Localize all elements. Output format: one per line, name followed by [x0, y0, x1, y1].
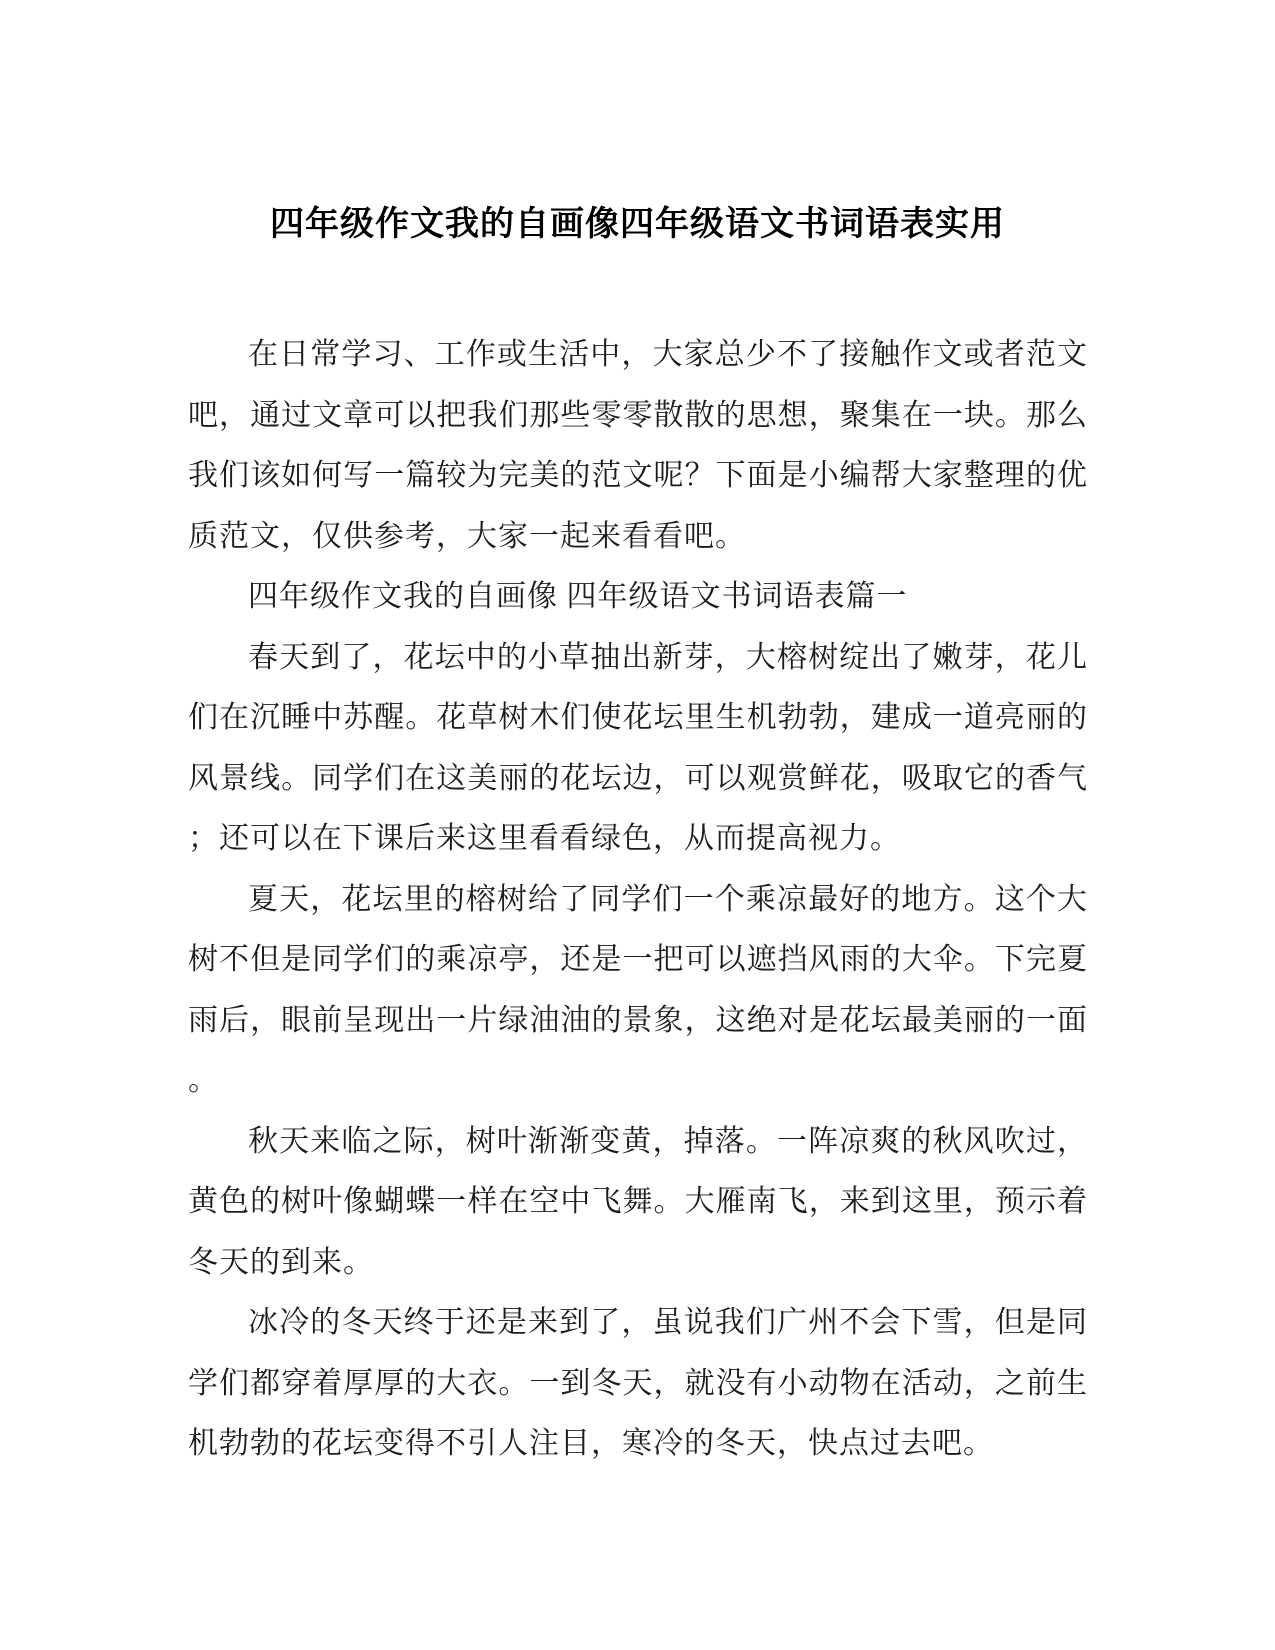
paragraph: 秋天来临之际，树叶渐渐变黄，掉落。一阵凉爽的秋风吹过，黄色的树叶像蝴蝶一样在空中飞舞。大雁南飞，来到这里，预示着冬天的到来。	[188, 1124, 1088, 1279]
paragraph: 在日常学习、工作或生活中，大家总少不了接触作文或者范文吧，通过文章可以把我们那些零零散散的思想，聚集在一块。那么我们该如何写一篇较为完美的范文呢？下面是小编帮大家整理的优质范文，仅供参考，大家一起来看看吧。	[188, 338, 1088, 553]
paragraph: 夏天，花坛里的榕树给了同学们一个乘凉最好的地方。这个大树不但是同学们的乘凉亭，还是一把可以遮挡风雨的大伞。下完夏雨后，眼前呈现出一片绿油油的景象，这绝对是花坛最美丽的一面。	[188, 882, 1088, 1097]
document-body	[188, 325, 1088, 1475]
paragraph: 冰冷的冬天终于还是来到了，虽说我们广州不会下雪，但是同学们都穿着厚厚的大衣。一到冬天，就没有小动物在活动，之前生机勃勃的花坛变得不引人注目，寒冷的冬天，快点过去吧。	[188, 1306, 1088, 1460]
document-title: 四年级作文我的自画像四年级语文书词语表实用	[270, 205, 1005, 243]
paragraph: 四年级作文我的自画像 四年级语文书词语表篇一	[248, 580, 908, 613]
paragraph: 春天到了，花坛中的小草抽出新芽，大榕树绽出了嫩芽，花儿们在沉睡中苏醒。花草树木们使花坛里生机勃勃，建成一道亮丽的风景线。同学们在这美丽的花坛边，可以观赏鲜花，吸取它的香气；还可以在下课后来这里看看绿色，从而提高视力。	[188, 640, 1088, 855]
